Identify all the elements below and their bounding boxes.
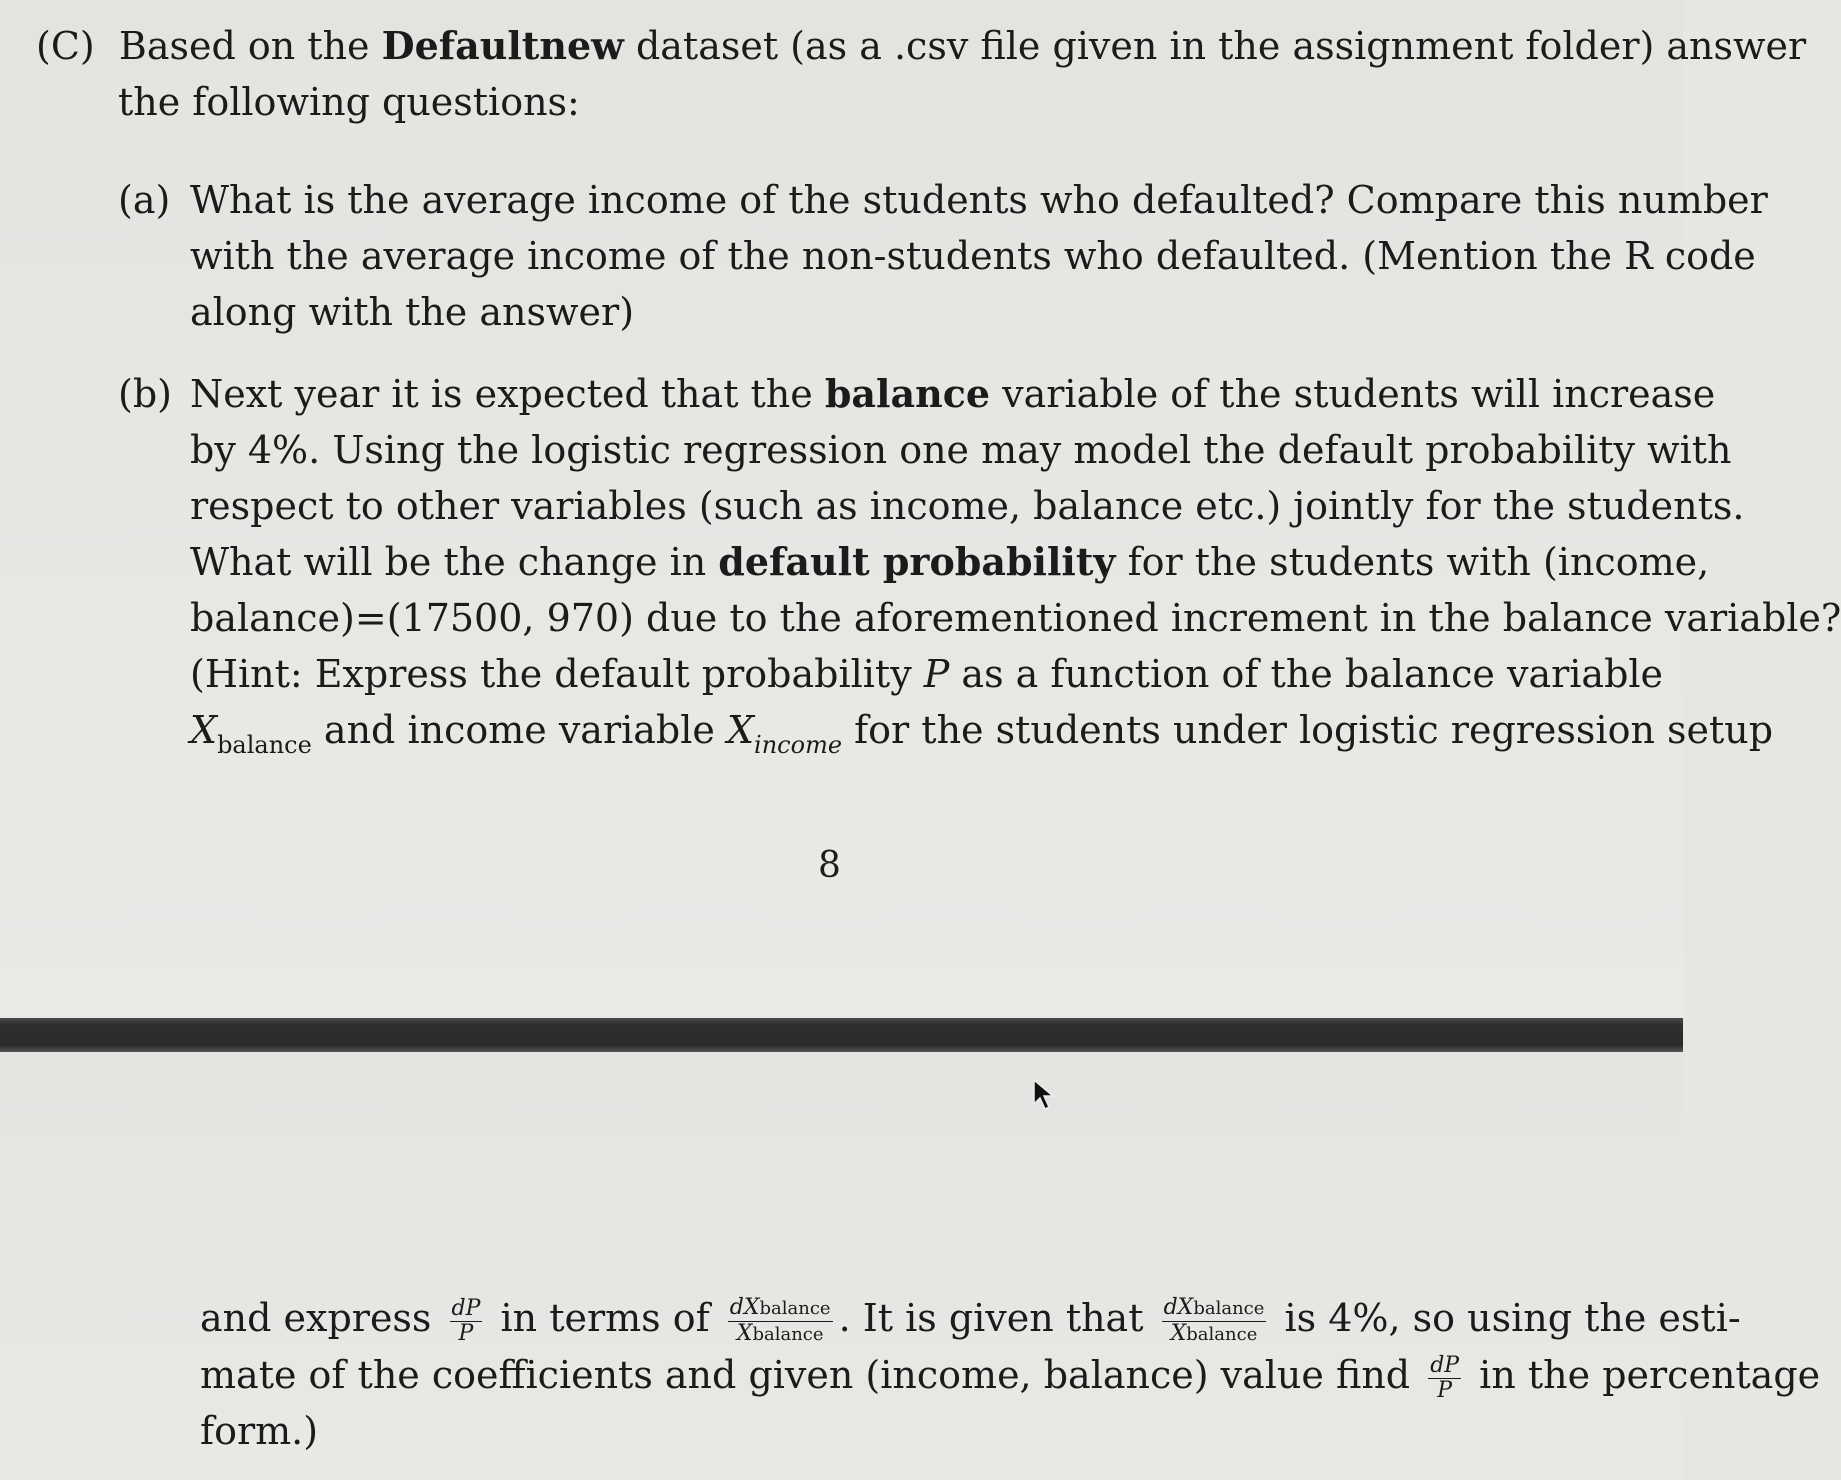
fraction-denominator: X [1170, 1321, 1187, 1346]
part-c-intro-line2: the following questions: [118, 80, 580, 124]
item-b-line [190, 702, 1774, 759]
subscript-income: income [754, 731, 843, 759]
item-b-label: (b) [118, 372, 172, 416]
fraction-dp-over-p [1428, 1354, 1461, 1403]
item-b-line: respect to other variables (such as income, balance etc.) jointly for the students. [190, 484, 1745, 528]
item-a-body [190, 172, 1768, 340]
page-divider [0, 1018, 1683, 1052]
intro-text-pre: Based on the [118, 24, 382, 68]
item-b-body [190, 366, 1841, 759]
fraction-subscript: balance [1193, 1298, 1265, 1319]
continuation-text [200, 1290, 1821, 1459]
item-a-line: What is the average income of the students who defaulted? Compare this number [190, 178, 1768, 222]
text-segment: . It is given that [838, 1296, 1156, 1340]
variable-x: X [726, 708, 755, 752]
continuation-line [200, 1290, 1741, 1347]
item-a-line: along with the answer) [190, 290, 635, 334]
text-segment: for the students under logistic regression setup [842, 708, 1774, 752]
text-segment: and express [200, 1296, 444, 1340]
fraction-numerator: dP [451, 1296, 481, 1321]
fraction-subscript: balance [759, 1298, 831, 1319]
text-segment: in terms of [488, 1296, 722, 1340]
text-segment: and income variable [311, 708, 727, 752]
fraction-denominator: P [1437, 1378, 1453, 1403]
text-segment: mate of the coefficients and given (income, balance) value find [200, 1353, 1423, 1397]
fraction-dx-over-x [728, 1296, 833, 1347]
bold-balance: balance [824, 371, 991, 416]
text-segment: Next year it is expected that the [190, 372, 825, 416]
fraction-dp-over-p [450, 1297, 483, 1346]
dataset-name: Defaultnew [381, 23, 624, 68]
fraction-denominator: P [458, 1321, 474, 1346]
text-segment: is 4%, so using the esti- [1272, 1296, 1741, 1340]
part-c-label: (C) [36, 24, 95, 68]
fraction-numerator: dP [1430, 1353, 1460, 1378]
fraction-subscript: balance [1186, 1324, 1258, 1345]
variable-x: X [190, 708, 218, 752]
mouse-cursor-icon [1032, 1078, 1058, 1114]
item-a-line: with the average income of the non-students who defaulted. (Mention the R code [190, 234, 1756, 278]
fraction-numerator: dX [1163, 1295, 1194, 1320]
page-number: 8 [818, 845, 841, 886]
text-segment: in the percentage [1467, 1353, 1821, 1397]
item-a-label: (a) [118, 178, 171, 222]
part-c-intro [36, 18, 1806, 74]
text-segment: (Hint: Express the default probability [190, 652, 924, 696]
item-b-line [190, 366, 1716, 422]
item-b-line: balance)=(17500, 970) due to the aforementioned increment in the balance variable? [190, 596, 1841, 640]
intro-text-post: dataset (as a .csv file given in the assignment folder) answer [623, 24, 1807, 68]
text-segment: What will be the change in [190, 540, 719, 584]
text-segment: as a function of the balance variable [949, 652, 1664, 696]
continuation-line [200, 1347, 1821, 1403]
bold-default-probability: default probability [718, 539, 1116, 584]
text-segment: for the students with (income, [1115, 540, 1710, 584]
fraction-denominator: X [736, 1321, 753, 1346]
item-b-line: by 4%. Using the logistic regression one may model the default probability with [190, 428, 1732, 472]
subscript-balance: balance [217, 731, 312, 759]
fraction-dx-over-x [1162, 1296, 1267, 1347]
item-b-line [190, 646, 1664, 702]
fraction-subscript: balance [752, 1324, 824, 1345]
text-segment: variable of the students will increase [990, 372, 1716, 416]
continuation-line: form.) [200, 1409, 319, 1453]
item-b-line [190, 534, 1710, 590]
fraction-numerator: dX [729, 1295, 760, 1320]
variable-p: P [923, 652, 950, 696]
